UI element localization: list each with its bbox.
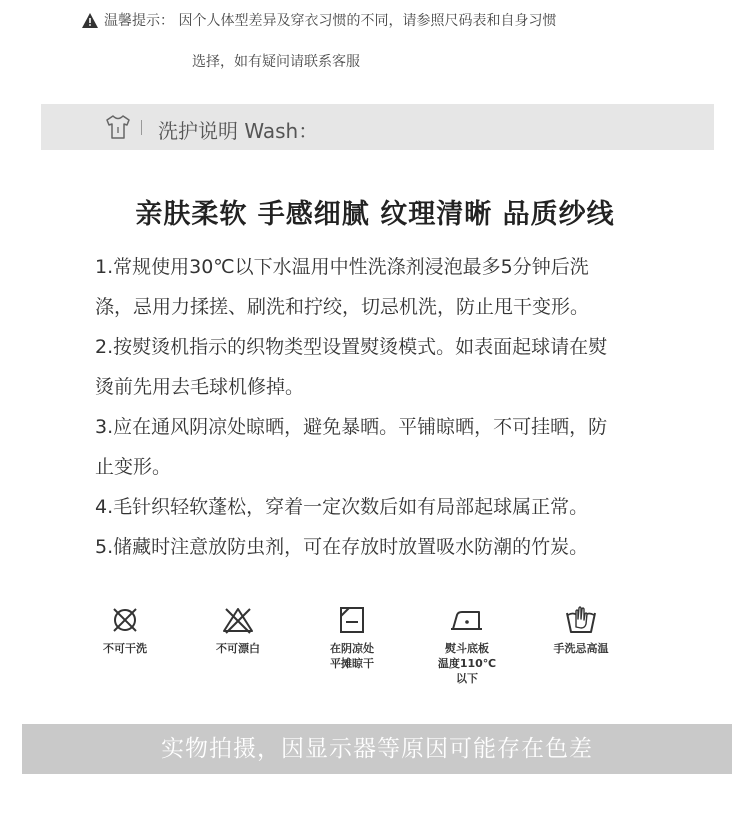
care-label: 以下 — [456, 672, 478, 685]
care-item-dry-flat-shade — [321, 605, 383, 671]
warning-icon — [82, 13, 98, 28]
rule-line: 止变形。 — [95, 456, 172, 478]
rule-line: 涤，忌用力揉搓、刷洗和拧绞，切忌机洗，防止甩干变形。 — [95, 296, 590, 318]
no-bleach-icon — [218, 605, 258, 635]
care-label: 平摊晾干 — [330, 657, 374, 670]
care-item-hand-wash — [548, 605, 614, 656]
iron-icon — [447, 605, 487, 635]
care-label: 熨斗底板 — [445, 642, 489, 655]
care-rules — [95, 251, 675, 571]
care-item-iron — [432, 605, 502, 686]
header-divider — [141, 120, 142, 135]
care-label: 温度110℃ — [437, 657, 497, 670]
care-item-no-bleach — [208, 605, 268, 656]
rule-line: 3.应在通风阴凉处晾晒，避免暴晒。平铺晾晒，不可挂晒，防 — [95, 416, 608, 438]
hand-wash-icon — [563, 605, 599, 635]
rule-line: 5.储藏时注意放防虫剂，可在存放时放置吸水防潮的竹炭。 — [95, 536, 589, 558]
care-item-no-dry-clean — [95, 605, 155, 656]
color-disclaimer-bar: 实物拍摄，因显示器等原因可能存在色差 — [22, 724, 732, 774]
notice-line-2: 选择，如有疑问请联系客服 — [192, 54, 360, 70]
shirt-icon — [104, 114, 132, 140]
notice-line-1 — [82, 10, 556, 30]
rule-line: 1.常规使用30℃以下水温用中性洗涤剂浸泡最多5分钟后洗 — [95, 256, 589, 278]
care-label: 在阴凉处 — [330, 642, 374, 655]
rule-line: 2.按熨烫机指示的织物类型设置熨烫模式。如表面起球请在熨 — [95, 336, 608, 358]
wash-title: 洗护说明 Wash： — [158, 119, 319, 143]
headline: 亲肤柔软 手感细腻 纹理清晰 品质纱线 — [135, 199, 615, 230]
care-label: 不可干洗 — [103, 642, 147, 655]
no-dry-clean-icon — [110, 605, 140, 635]
care-label: 手洗忌高温 — [553, 642, 609, 655]
notice-text-1: 温馨提示： 因个人体型差异及穿衣习惯的不同，请参照尺码表和自身习惯 — [104, 13, 557, 29]
wash-header-bar — [41, 104, 714, 150]
dry-flat-shade-icon — [337, 605, 367, 635]
rule-line: 烫前先用去毛球机修掉。 — [95, 376, 305, 398]
rule-line: 4.毛针织轻软蓬松，穿着一定次数后如有局部起球属正常。 — [95, 496, 589, 518]
care-label: 不可漂白 — [216, 642, 260, 655]
